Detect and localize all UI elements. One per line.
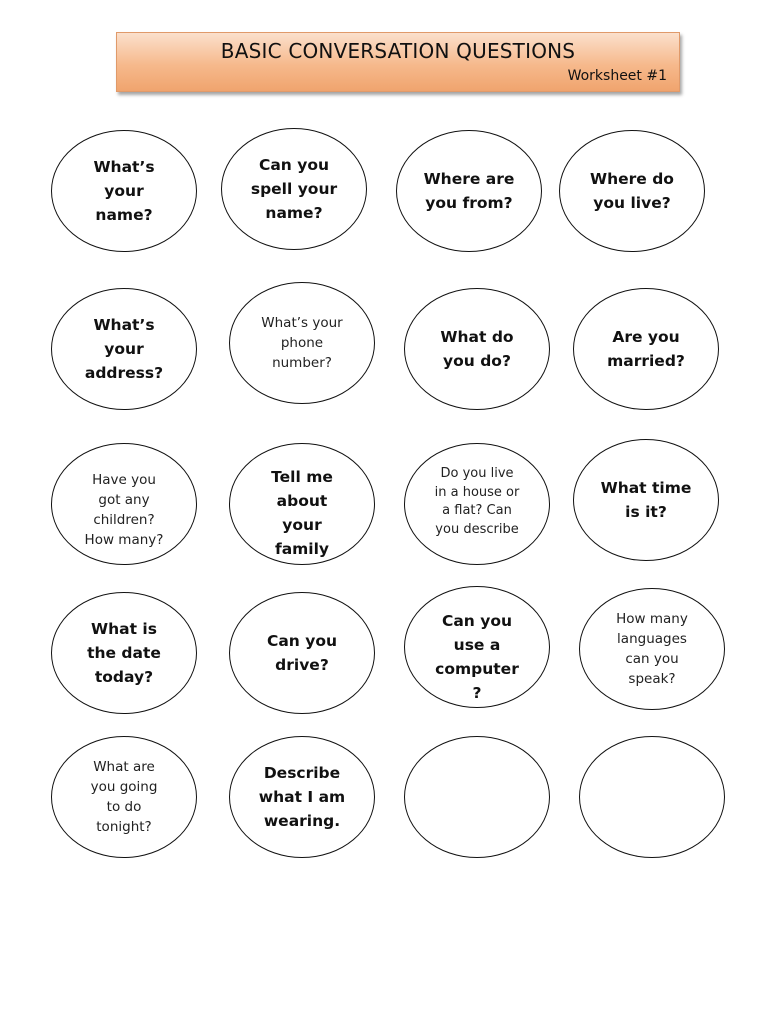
question-bubble [404, 288, 550, 410]
question-bubble [221, 128, 367, 250]
question-bubble [229, 592, 375, 714]
question-bubble [51, 736, 197, 858]
question-text: Tell me about your family [271, 468, 333, 558]
question-text: Can you drive? [266, 632, 338, 674]
empty-bubble [404, 736, 550, 858]
question-text: Describe what I am wearing. [258, 764, 346, 830]
worksheet-header [116, 32, 680, 92]
question-bubble [229, 443, 375, 565]
question-bubble [396, 130, 542, 252]
question-bubble [404, 586, 550, 708]
question-text: What is the date today? [87, 620, 161, 686]
empty-bubble [579, 736, 725, 858]
question-text: What’s your address? [84, 316, 164, 382]
question-text: What’s your phone number? [261, 315, 343, 371]
question-bubble [404, 443, 550, 565]
question-bubble [51, 592, 197, 714]
question-text: Do you live in a house or a flat? Can you describe [434, 466, 520, 537]
question-bubble [229, 282, 375, 404]
question-bubble [579, 588, 725, 710]
question-bubble [51, 443, 197, 565]
worksheet-title: BASIC CONVERSATION QUESTIONS [220, 39, 576, 63]
question-text: Are you married? [607, 328, 685, 370]
question-bubble [51, 288, 197, 410]
question-bubble [229, 736, 375, 858]
question-text: Where are you from? [423, 170, 515, 212]
question-text: Have you got any children? How many? [84, 472, 164, 548]
question-bubble [573, 288, 719, 410]
question-text: How many languages can you speak? [616, 611, 688, 687]
question-text: Where do you live? [590, 170, 674, 212]
question-text: What’s your name? [93, 158, 155, 224]
worksheet-number: Worksheet #1 [567, 68, 667, 84]
question-text: Can you spell your name? [250, 156, 338, 222]
question-text: What time is it? [600, 479, 692, 521]
question-text: Can you use a computer ? [435, 612, 519, 702]
question-bubble [573, 439, 719, 561]
question-bubble [51, 130, 197, 252]
question-text: What do you do? [440, 328, 514, 370]
question-bubble [559, 130, 705, 252]
question-text: What are you going to do tonight? [90, 759, 158, 835]
